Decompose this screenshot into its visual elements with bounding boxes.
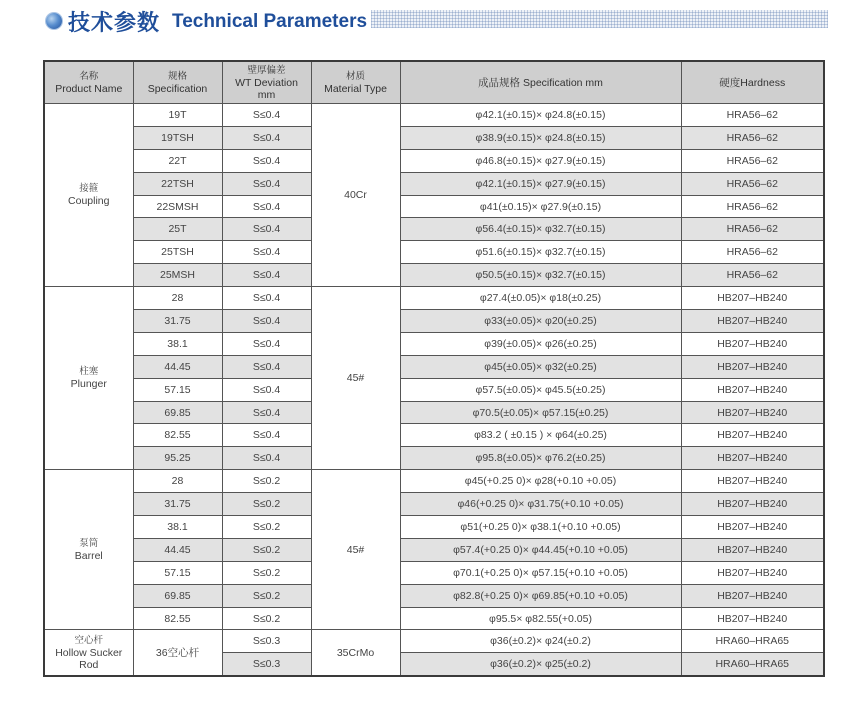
spec-cell: 28 xyxy=(133,470,222,493)
hardness-cell: HRA56–62 xyxy=(681,104,824,127)
spec-cell: 25TSH xyxy=(133,241,222,264)
hardness-cell: HB207–HB240 xyxy=(681,561,824,584)
spec-cell: 25MSH xyxy=(133,264,222,287)
table-row xyxy=(44,126,824,149)
hardness-cell: HB207–HB240 xyxy=(681,470,824,493)
spec-cell: 82.55 xyxy=(133,424,222,447)
spec-cell: 44.45 xyxy=(133,538,222,561)
hardness-cell: HRA60–HRA65 xyxy=(681,630,824,653)
dims-cell: φ45(±0.05)× φ32(±0.25) xyxy=(400,355,681,378)
dims-cell: φ51(+0.25 0)× φ38.1(+0.10 +0.05) xyxy=(400,516,681,539)
table-row xyxy=(44,538,824,561)
dims-cell: φ41(±0.15)× φ27.9(±0.15) xyxy=(400,195,681,218)
wt-cell: S≤0.2 xyxy=(222,470,311,493)
spec-cell: 38.1 xyxy=(133,516,222,539)
spec-cell: 25T xyxy=(133,218,222,241)
wt-cell: S≤0.4 xyxy=(222,104,311,127)
wt-cell: S≤0.4 xyxy=(222,195,311,218)
dims-cell: φ33(±0.05)× φ20(±0.25) xyxy=(400,310,681,333)
table-row xyxy=(44,584,824,607)
hardness-cell: HRA56–62 xyxy=(681,264,824,287)
table-row xyxy=(44,630,824,653)
table-row xyxy=(44,355,824,378)
bullet-circle-icon xyxy=(46,13,62,29)
spec-cell: 31.75 xyxy=(133,493,222,516)
wt-cell: S≤0.4 xyxy=(222,126,311,149)
spec-cell: 28 xyxy=(133,287,222,310)
wt-cell: S≤0.2 xyxy=(222,493,311,516)
spec-cell: 22SMSH xyxy=(133,195,222,218)
hardness-cell: HB207–HB240 xyxy=(681,378,824,401)
hardness-cell: HB207–HB240 xyxy=(681,287,824,310)
spec-cell: 31.75 xyxy=(133,310,222,333)
table-row xyxy=(44,287,824,310)
table-row xyxy=(44,516,824,539)
hardness-cell: HB207–HB240 xyxy=(681,607,824,630)
dims-cell: φ42.1(±0.15)× φ27.9(±0.15) xyxy=(400,172,681,195)
dims-cell: φ95.8(±0.05)× φ76.2(±0.25) xyxy=(400,447,681,470)
spec-cell: 95.25 xyxy=(133,447,222,470)
wt-cell: S≤0.2 xyxy=(222,607,311,630)
table-row xyxy=(44,149,824,172)
technical-parameters-table xyxy=(43,60,825,677)
title-english: Technical Parameters xyxy=(172,11,368,32)
header-product-name: 名称 Product Name xyxy=(44,61,133,104)
spec-cell: 69.85 xyxy=(133,401,222,424)
wt-cell: S≤0.4 xyxy=(222,355,311,378)
product-name-cell: 泵筒 Barrel xyxy=(44,470,133,630)
dims-cell: φ56.4(±0.15)× φ32.7(±0.15) xyxy=(400,218,681,241)
spec-cell: 22TSH xyxy=(133,172,222,195)
table-row xyxy=(44,607,824,630)
header-hardness: 硬度Hardness xyxy=(681,61,824,104)
table-row xyxy=(44,493,824,516)
hardness-cell: HB207–HB240 xyxy=(681,516,824,539)
wt-cell: S≤0.2 xyxy=(222,584,311,607)
wt-cell: S≤0.4 xyxy=(222,287,311,310)
wt-cell: S≤0.4 xyxy=(222,424,311,447)
table-row xyxy=(44,378,824,401)
table-row xyxy=(44,401,824,424)
header-wt-deviation: 壁厚偏差 WT Deviation mm xyxy=(222,61,311,104)
spec-cell: 19TSH xyxy=(133,126,222,149)
dims-cell: φ45(+0.25 0)× φ28(+0.10 +0.05) xyxy=(400,470,681,493)
dims-cell: φ46(+0.25 0)× φ31.75(+0.10 +0.05) xyxy=(400,493,681,516)
table-row xyxy=(44,172,824,195)
material-cell: 40Cr xyxy=(311,104,400,287)
spec-cell: 38.1 xyxy=(133,332,222,355)
wt-cell: S≤0.4 xyxy=(222,218,311,241)
wt-cell: S≤0.4 xyxy=(222,264,311,287)
hardness-cell: HB207–HB240 xyxy=(681,538,824,561)
wt-cell: S≤0.4 xyxy=(222,241,311,264)
dims-cell: φ36(±0.2)× φ25(±0.2) xyxy=(400,653,681,676)
dims-cell: φ42.1(±0.15)× φ24.8(±0.15) xyxy=(400,104,681,127)
hardness-cell: HB207–HB240 xyxy=(681,424,824,447)
hardness-cell: HRA56–62 xyxy=(681,241,824,264)
hardness-cell: HB207–HB240 xyxy=(681,493,824,516)
spec-cell: 36空心杆 xyxy=(133,630,222,676)
dims-cell: φ36(±0.2)× φ24(±0.2) xyxy=(400,630,681,653)
dims-cell: φ57.4(+0.25 0)× φ44.45(+0.10 +0.05) xyxy=(400,538,681,561)
hardness-cell: HB207–HB240 xyxy=(681,310,824,333)
spec-cell: 82.55 xyxy=(133,607,222,630)
hardness-cell: HB207–HB240 xyxy=(681,401,824,424)
dims-cell: φ27.4(±0.05)× φ18(±0.25) xyxy=(400,287,681,310)
table-row xyxy=(44,241,824,264)
hardness-cell: HB207–HB240 xyxy=(681,584,824,607)
table-header-row xyxy=(44,61,824,104)
spec-cell: 44.45 xyxy=(133,355,222,378)
wt-cell: S≤0.2 xyxy=(222,516,311,539)
wt-cell: S≤0.4 xyxy=(222,310,311,333)
spec-cell: 22T xyxy=(133,149,222,172)
wt-cell: S≤0.4 xyxy=(222,172,311,195)
header-spec-mm: 成品规格 Specification mm xyxy=(400,61,681,104)
dims-cell: φ39(±0.05)× φ26(±0.25) xyxy=(400,332,681,355)
table-row xyxy=(44,104,824,127)
table-row xyxy=(44,332,824,355)
hardness-cell: HRA60–HRA65 xyxy=(681,653,824,676)
dims-cell: φ82.8(+0.25 0)× φ69.85(+0.10 +0.05) xyxy=(400,584,681,607)
wt-cell: S≤0.4 xyxy=(222,378,311,401)
table-row xyxy=(44,424,824,447)
wt-cell: S≤0.2 xyxy=(222,538,311,561)
table-row xyxy=(44,561,824,584)
wt-cell: S≤0.2 xyxy=(222,561,311,584)
dims-cell: φ95.5× φ82.55(+0.05) xyxy=(400,607,681,630)
spec-cell: 69.85 xyxy=(133,584,222,607)
wt-cell: S≤0.4 xyxy=(222,401,311,424)
wt-cell: S≤0.3 xyxy=(222,653,311,676)
table-row xyxy=(44,264,824,287)
table-row xyxy=(44,447,824,470)
wt-cell: S≤0.3 xyxy=(222,630,311,653)
dims-cell: φ70.5(±0.05)× φ57.15(±0.25) xyxy=(400,401,681,424)
hardness-cell: HRA56–62 xyxy=(681,149,824,172)
section-title xyxy=(38,4,828,40)
title-decorative-pattern xyxy=(371,10,828,28)
dims-cell: φ83.2 ( ±0.15 ) × φ64(±0.25) xyxy=(400,424,681,447)
header-specification: 规格 Specification xyxy=(133,61,222,104)
header-material-type: 材质 Material Type xyxy=(311,61,400,104)
dims-cell: φ38.9(±0.15)× φ24.8(±0.15) xyxy=(400,126,681,149)
hardness-cell: HRA56–62 xyxy=(681,195,824,218)
hardness-cell: HRA56–62 xyxy=(681,218,824,241)
wt-cell: S≤0.4 xyxy=(222,149,311,172)
table-row xyxy=(44,470,824,493)
table-row xyxy=(44,310,824,333)
dims-cell: φ51.6(±0.15)× φ32.7(±0.15) xyxy=(400,241,681,264)
hardness-cell: HRA56–62 xyxy=(681,126,824,149)
material-cell: 35CrMo xyxy=(311,630,400,676)
spec-cell: 57.15 xyxy=(133,378,222,401)
title-chinese: 技术参数 xyxy=(68,11,161,36)
dims-cell: φ50.5(±0.15)× φ32.7(±0.15) xyxy=(400,264,681,287)
wt-cell: S≤0.4 xyxy=(222,332,311,355)
table-row xyxy=(44,195,824,218)
hardness-cell: HRA56–62 xyxy=(681,172,824,195)
material-cell: 45# xyxy=(311,287,400,470)
hardness-cell: HB207–HB240 xyxy=(681,332,824,355)
hardness-cell: HB207–HB240 xyxy=(681,447,824,470)
product-name-cell: 柱塞 Plunger xyxy=(44,287,133,470)
material-cell: 45# xyxy=(311,470,400,630)
spec-cell: 19T xyxy=(133,104,222,127)
spec-cell: 57.15 xyxy=(133,561,222,584)
table-row xyxy=(44,218,824,241)
dims-cell: φ70.1(+0.25 0)× φ57.15(+0.10 +0.05) xyxy=(400,561,681,584)
product-name-cell: 接箍 Coupling xyxy=(44,104,133,287)
dims-cell: φ57.5(±0.05)× φ45.5(±0.25) xyxy=(400,378,681,401)
dims-cell: φ46.8(±0.15)× φ27.9(±0.15) xyxy=(400,149,681,172)
wt-cell: S≤0.4 xyxy=(222,447,311,470)
hardness-cell: HB207–HB240 xyxy=(681,355,824,378)
product-name-cell: 空心杆 Hollow Sucker Rod xyxy=(44,630,133,676)
